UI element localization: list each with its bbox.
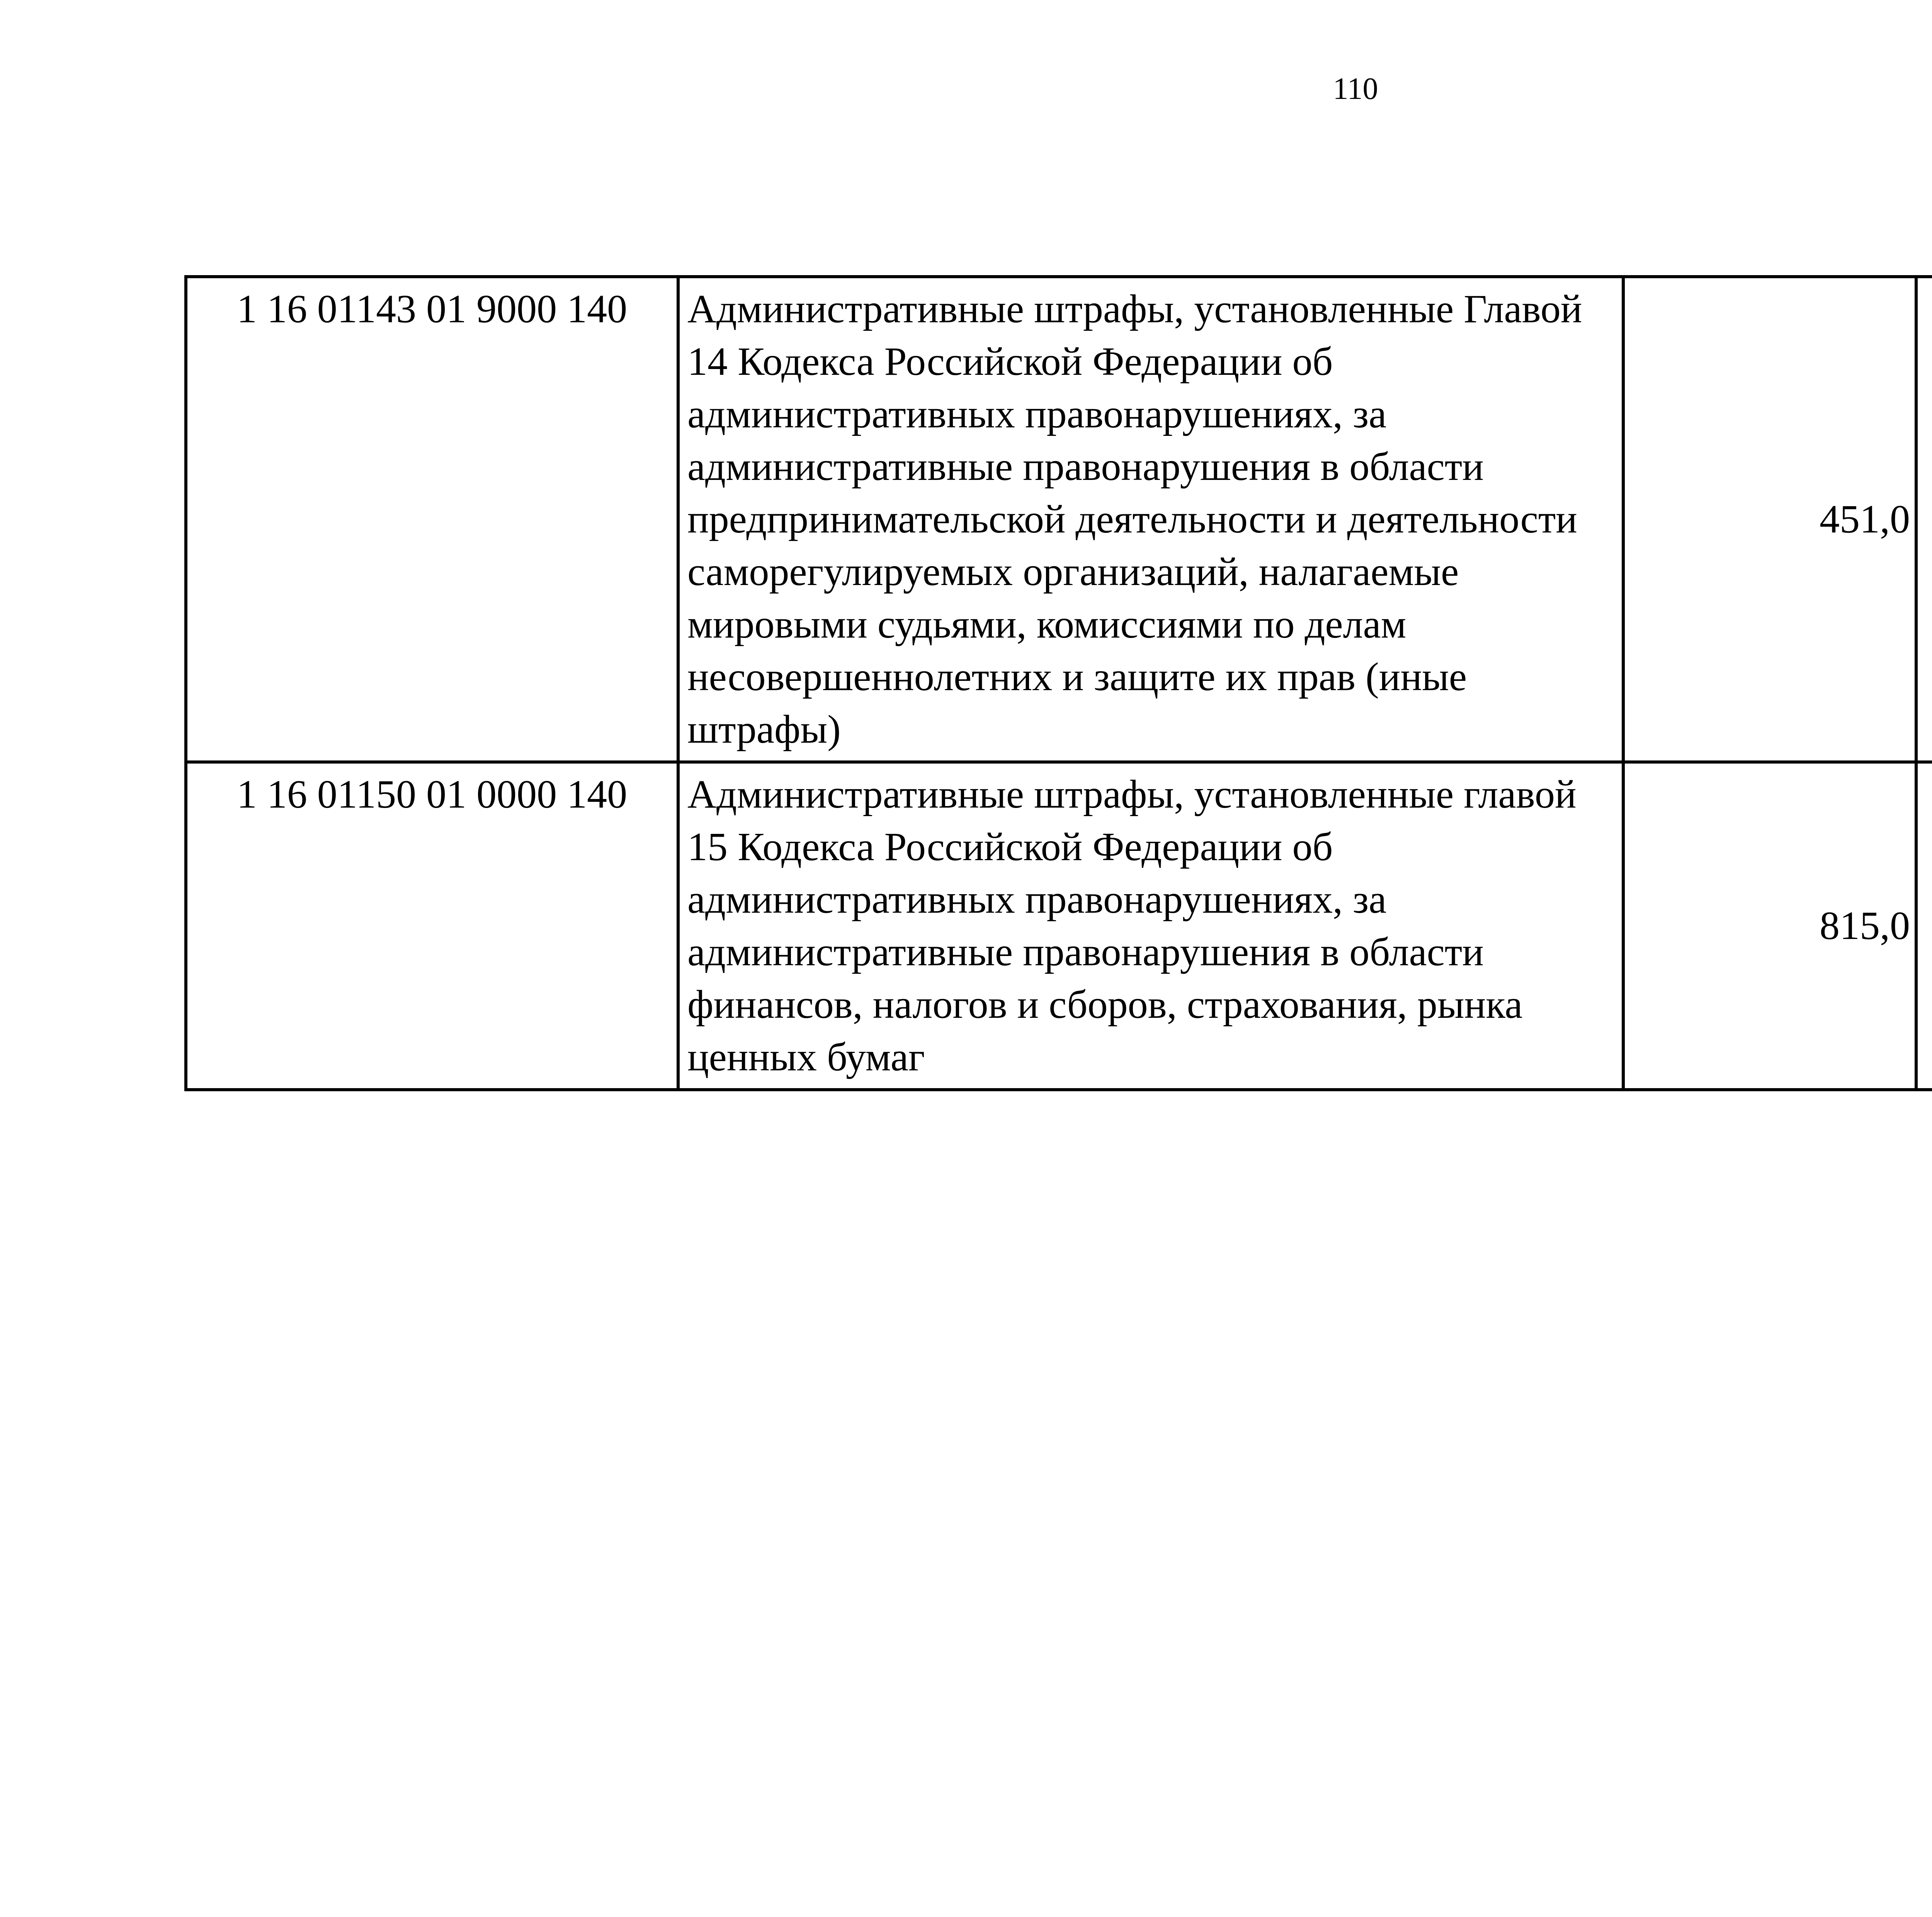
amount-cell bbox=[1916, 762, 1932, 1090]
budget-code-cell: 1 16 01150 01 0000 140 bbox=[186, 762, 678, 1090]
budget-table bbox=[184, 275, 1932, 1091]
budget-code-cell: 1 16 01143 01 9000 140 bbox=[186, 277, 678, 762]
page-number: 110 bbox=[1333, 72, 1378, 106]
amount-cell: 815,0 bbox=[1623, 762, 1916, 1090]
amount-cell bbox=[1916, 277, 1932, 762]
description-cell: Административные штрафы, установленные главой 15 Кодекса Российской Федерации об административных правонарушениях, за административные правонарушения в области финансов, налогов и сборов, страхования, рынка ценных бумаг bbox=[678, 762, 1623, 1090]
description-cell: Административные штрафы, установленные Главой 14 Кодекса Российской Федерации об административных правонарушениях, за административные правонарушения в области предпринимательской деятельности и деятельности саморегулируемых организаций, налагаемые мировыми судьями, комиссиями по делам несовершеннолетних и защите их прав (иные штрафы) bbox=[678, 277, 1623, 762]
table-row bbox=[186, 762, 1932, 1090]
amount-cell: 451,0 bbox=[1623, 277, 1916, 762]
table-row bbox=[186, 277, 1932, 762]
